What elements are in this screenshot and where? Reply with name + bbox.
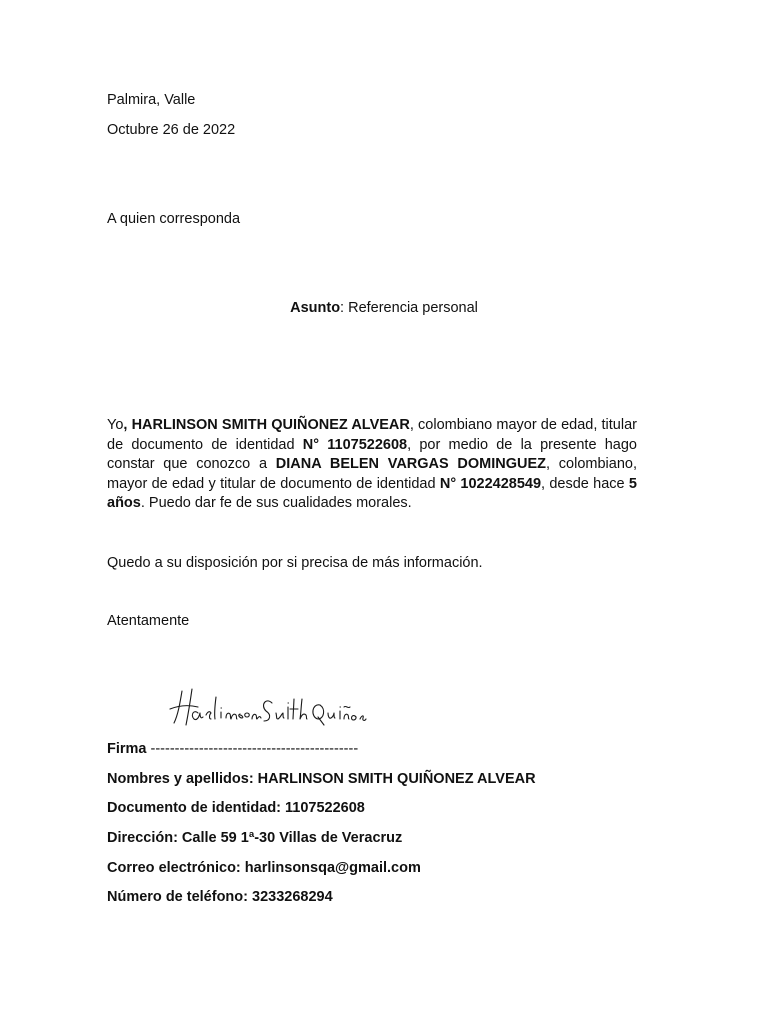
body-paragraph xyxy=(107,416,637,514)
field-phone: Número de teléfono: 3233268294 xyxy=(107,889,333,905)
handwritten-signature xyxy=(168,683,368,743)
closing-line: Atentamente xyxy=(107,613,190,629)
subject-line xyxy=(0,299,768,317)
referrer-id: N° 1107522608 xyxy=(302,436,408,453)
body-text: , colombiano, mayor de edad y titular de documento de identidad xyxy=(107,456,637,492)
years-known: 5 años xyxy=(107,475,637,511)
date-line: Octubre 26 de 2022 xyxy=(107,122,236,138)
body-text: , colombiano mayor de edad, titular de documento de identidad xyxy=(107,417,637,453)
referee-id: N° 1022428549 xyxy=(439,475,542,492)
salutation: A quien corresponda xyxy=(107,211,241,227)
body-text: , desde hace xyxy=(541,475,629,492)
referee-name: DIANA BELEN VARGAS DOMINGUEZ xyxy=(275,456,547,472)
field-email: Correo electrónico: harlinsonsqa@gmail.com xyxy=(107,860,421,876)
place-line: Palmira, Valle xyxy=(107,92,196,108)
body-text: , por medio de la presente hago constar que conozco a xyxy=(107,436,638,472)
body-text: . Puedo dar fe de sus cualidades morales. xyxy=(140,495,412,511)
field-address: Dirección: Calle 59 1ª-30 Villas de Veracruz xyxy=(107,830,403,846)
firma-label: Firma xyxy=(107,741,147,757)
field-id: Documento de identidad: 1107522608 xyxy=(107,800,365,816)
subject-text: : Referencia personal xyxy=(340,300,478,316)
body-text: Yo xyxy=(107,417,124,433)
field-names: Nombres y apellidos: HARLINSON SMITH QUIÑONEZ ALVEAR xyxy=(107,771,536,787)
referrer-name: , HARLINSON SMITH QUIÑONEZ ALVEAR xyxy=(123,417,410,433)
signature-line xyxy=(107,740,358,758)
subject-label: Asunto xyxy=(290,300,341,316)
availability-line: Quedo a su disposición por si precisa de más información. xyxy=(107,555,483,571)
signature-dash-line: ------------------------------------------- xyxy=(146,741,359,757)
